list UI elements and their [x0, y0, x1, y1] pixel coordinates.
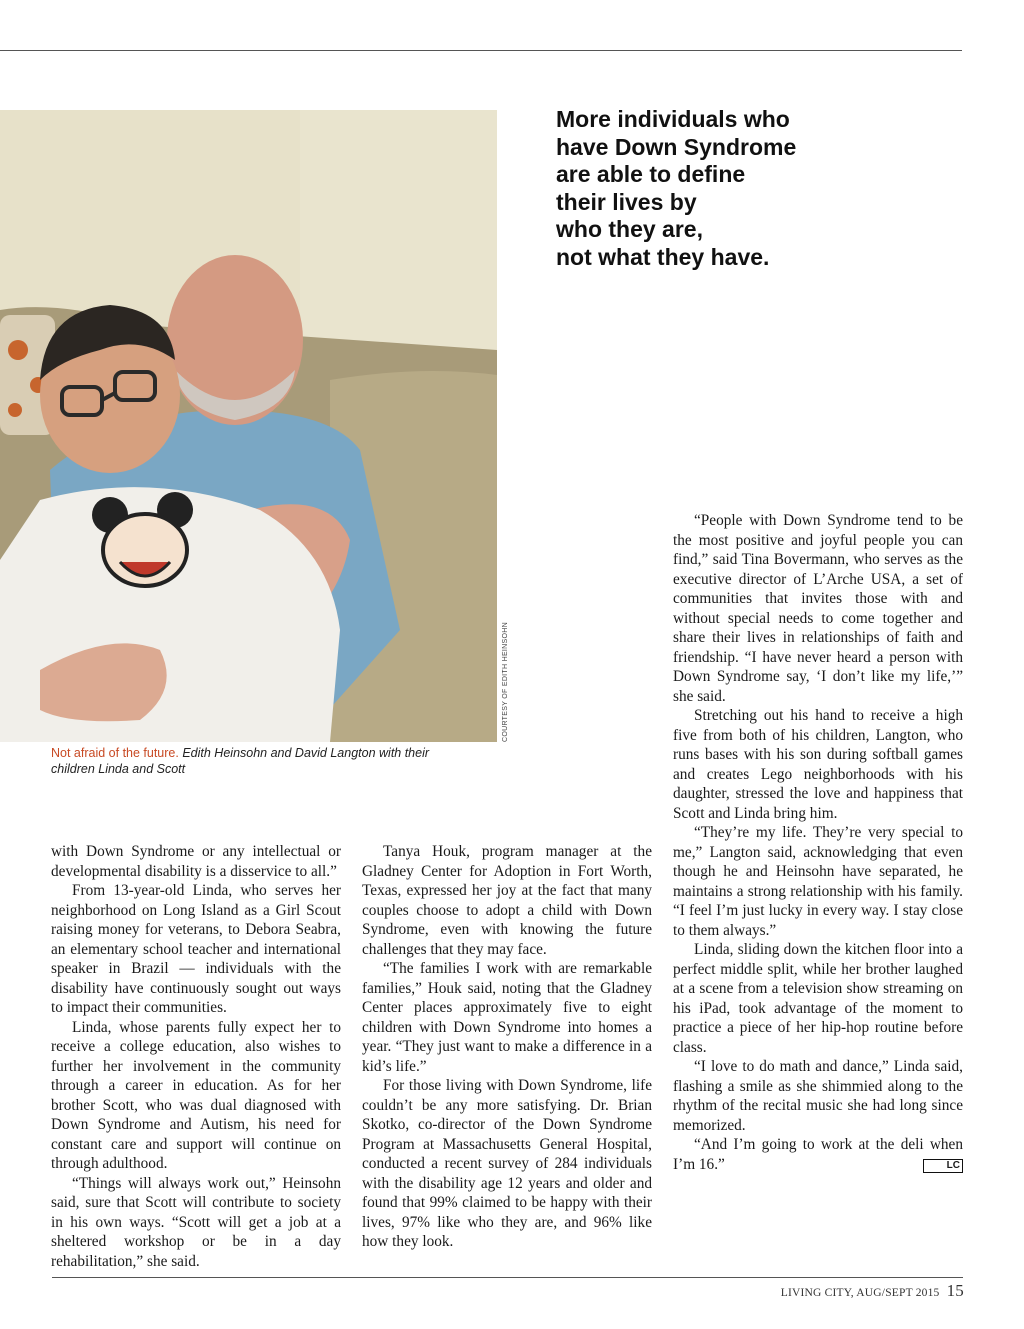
photo-credit: COURTESY OF EDITH HEINSOHN: [502, 622, 509, 742]
pull-quote: More individuals who have Down Syndrome are able to define their lives by who they are, not what they have.: [556, 106, 797, 270]
paragraph: From 13-year-old Linda, who serves her neighborhood on Long Island as a Girl Scout raising money for veterans, to Debora Seabra, an elementary school teacher and international speaker in Brazil — individuals with the disability have continuously sought out ways to impact their communities.: [51, 882, 341, 1016]
paragraph: Tanya Houk, program manager at the Gladney Center for Adoption in Fort Worth, Texas, expressed her joy at the fact that many couples choose to adopt a child with Down Syndrome, even with knowing the future challenges that they may face.: [362, 843, 652, 958]
paragraph: “I love to do math and dance,” Linda said, flashing a smile as she shimmied along to the rhythm of the recital music she had long since memorized.: [673, 1058, 963, 1134]
paragraph: Linda, whose parents fully expect her to receive a college education, also wishes to further her involvement in the community through a career in education. As for her brother Scott, who was dual diagnosed with Down Syndrome and Autism, his need for constant care and support will continue on through adulthood.: [51, 1018, 341, 1172]
paragraph: “Things will always work out,” Heinsohn said, sure that Scott will contribute to society in his own ways. “Scott will get a job at a sheltered workshop or be in a day rehabilitation,” she said.: [51, 1174, 341, 1270]
page-number: 15: [946, 1281, 964, 1300]
caption-text: Edith Heinsohn and David Langton with their children Linda and Scott: [51, 746, 430, 776]
bottom-rule: [52, 1277, 963, 1278]
article-photo: [0, 110, 497, 742]
photo-caption: [51, 745, 431, 777]
paragraph: with Down Syndrome or any intellectual or developmental disability is a disservice to all.”: [51, 843, 341, 880]
page-footer: [781, 1281, 964, 1301]
top-rule: [0, 50, 962, 51]
paragraph: Linda, sliding down the kitchen floor into a perfect middle split, while her brother laughed at a scene from a television show streaming on his iPad, took advantage of the moment to practice a piece of her hip-hop routine before class.: [673, 941, 963, 1056]
body-column-1: [51, 842, 341, 1271]
photo-illustration: [0, 110, 497, 742]
paragraph: Stretching out his hand to receive a high five from both of his children, Langton, who runs bases with his son during softball games and creates Lego neighborhoods with his daughter, stressed the love and happiness that Scott and Linda bring him.: [673, 707, 963, 822]
body-column-2: [362, 842, 652, 1252]
paragraph: “People with Down Syndrome tend to be the most positive and joyful people you can find,” said Tina Bovermann, who serves as the executive director of L’Arche USA, a set of communities that invites those with and without special needs to come together and share their lives in relationships of faith and friendship. “I have never heard a person with Down Syndrome say, ‘I don’t like my life,’” she said.: [673, 512, 963, 705]
body-column-3: [673, 511, 963, 1174]
final-paragraph: [673, 1135, 963, 1174]
caption-head: Not afraid of the future.: [51, 746, 179, 760]
paragraph: For those living with Down Syndrome, life couldn’t be any more satisfying. Dr. Brian Skotko, co-director of the Down Syndrome Program at Massachusetts General Hospital, conducted a recent survey of 284 individuals with the disability age 12 years and older and found that 99% claimed to be happy with their lives, 97% like who they are, and 96% like how they look.: [362, 1077, 652, 1250]
publication-name: LIVING CITY, AUG/SEPT 2015: [780, 1287, 940, 1299]
paragraph: “The families I work with are remarkable families,” Houk said, noting that the Gladney Center places approximately five to eight children with Down Syndrome into homes a year. “They just want to make a difference in a kid’s life.”: [362, 960, 652, 1075]
end-mark-icon: LC: [923, 1159, 963, 1173]
paragraph: “They’re my life. They’re very special to me,” Langton said, acknowledging that even though he and Heinsohn have separated, he maintains a strong relationship with his family. “I feel I’m just lucky in every way. I stay close to them always.”: [673, 824, 963, 939]
final-paragraph-text: “And I’m going to work at the deli when I’m 16.”: [673, 1136, 963, 1173]
